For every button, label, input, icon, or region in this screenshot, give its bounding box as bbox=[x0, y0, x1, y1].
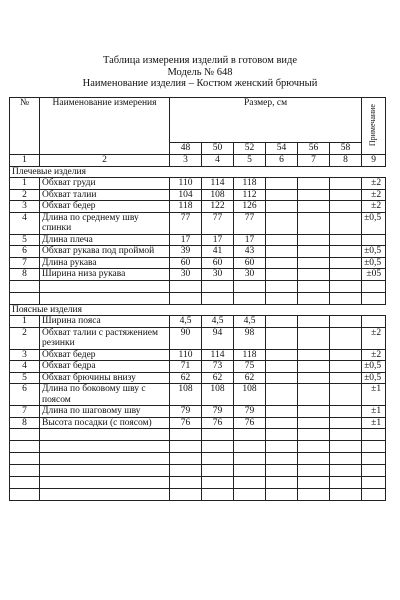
size-value bbox=[266, 201, 298, 213]
empty-cell bbox=[298, 429, 330, 441]
col-num-header: № bbox=[10, 98, 40, 155]
empty-cell bbox=[266, 453, 298, 465]
size-value: 17 bbox=[202, 234, 234, 246]
size-value bbox=[330, 201, 362, 213]
size-value bbox=[298, 316, 330, 328]
size-value: 77 bbox=[234, 212, 266, 234]
empty-cell bbox=[362, 477, 386, 489]
empty-cell bbox=[202, 280, 234, 292]
numbering-cell: 9 bbox=[362, 155, 386, 167]
empty-row bbox=[10, 292, 386, 304]
size-value: 108 bbox=[170, 384, 202, 406]
empty-cell bbox=[298, 465, 330, 477]
row-number: 5 bbox=[10, 372, 40, 384]
empty-cell bbox=[234, 429, 266, 441]
doc-title: Таблица измерения изделий в готовом виде bbox=[102, 55, 298, 66]
empty-row bbox=[10, 453, 386, 465]
empty-cell bbox=[202, 465, 234, 477]
row-number: 2 bbox=[10, 189, 40, 201]
section-waist-title: Поясные изделия bbox=[10, 304, 386, 316]
empty-cell bbox=[202, 441, 234, 453]
tolerance-note: ±05 bbox=[362, 269, 386, 281]
size-value: 108 bbox=[202, 384, 234, 406]
size-value bbox=[330, 234, 362, 246]
empty-cell bbox=[362, 280, 386, 292]
empty-cell bbox=[202, 429, 234, 441]
measurement-name: Обхват бедра bbox=[40, 361, 170, 373]
empty-cell bbox=[170, 465, 202, 477]
table-row bbox=[10, 384, 386, 406]
empty-cell bbox=[362, 453, 386, 465]
size-value: 60 bbox=[170, 257, 202, 269]
empty-cell bbox=[266, 489, 298, 501]
size-cell: 52 bbox=[234, 143, 266, 155]
empty-cell bbox=[298, 292, 330, 304]
size-value: 76 bbox=[234, 417, 266, 429]
row-number: 8 bbox=[10, 417, 40, 429]
measurement-name: Обхват брючины внизу bbox=[40, 372, 170, 384]
size-value bbox=[266, 417, 298, 429]
empty-cell bbox=[266, 441, 298, 453]
product-name: Наименование изделия – Костюм женский брючный bbox=[82, 78, 318, 89]
size-value bbox=[298, 349, 330, 361]
size-value: 60 bbox=[234, 257, 266, 269]
size-cell: 50 bbox=[202, 143, 234, 155]
empty-row bbox=[10, 280, 386, 292]
size-value: 41 bbox=[202, 246, 234, 258]
empty-row bbox=[10, 429, 386, 441]
size-value: 79 bbox=[234, 406, 266, 418]
size-value: 94 bbox=[202, 327, 234, 349]
empty-cell bbox=[10, 429, 40, 441]
tolerance-note: ±0,5 bbox=[362, 257, 386, 269]
table-row bbox=[10, 269, 386, 281]
size-cell: 54 bbox=[266, 143, 298, 155]
empty-cell bbox=[170, 489, 202, 501]
empty-cell bbox=[40, 441, 170, 453]
empty-cell bbox=[10, 489, 40, 501]
size-value: 62 bbox=[234, 372, 266, 384]
table-row bbox=[10, 246, 386, 258]
size-value: 90 bbox=[170, 327, 202, 349]
empty-cell bbox=[330, 441, 362, 453]
empty-cell bbox=[362, 489, 386, 501]
tolerance-note: ±0,5 bbox=[362, 361, 386, 373]
empty-row bbox=[10, 465, 386, 477]
empty-cell bbox=[330, 477, 362, 489]
size-value: 62 bbox=[170, 372, 202, 384]
size-value: 4,5 bbox=[202, 316, 234, 328]
empty-row bbox=[10, 477, 386, 489]
size-value: 62 bbox=[202, 372, 234, 384]
size-value bbox=[330, 349, 362, 361]
measurement-name: Обхват груди bbox=[40, 178, 170, 190]
size-value bbox=[266, 178, 298, 190]
section-shoulder bbox=[10, 166, 386, 178]
size-value bbox=[298, 234, 330, 246]
empty-cell bbox=[298, 489, 330, 501]
size-cell: 58 bbox=[330, 143, 362, 155]
table-row bbox=[10, 257, 386, 269]
table-row bbox=[10, 212, 386, 234]
size-value: 118 bbox=[234, 178, 266, 190]
numbering-row bbox=[10, 155, 386, 167]
empty-cell bbox=[234, 477, 266, 489]
size-value bbox=[298, 269, 330, 281]
size-value bbox=[266, 372, 298, 384]
measurement-table bbox=[9, 97, 386, 501]
size-value: 73 bbox=[202, 361, 234, 373]
measurement-name: Обхват бедер bbox=[40, 349, 170, 361]
empty-cell bbox=[40, 477, 170, 489]
numbering-cell: 7 bbox=[298, 155, 330, 167]
empty-cell bbox=[234, 453, 266, 465]
size-value bbox=[298, 212, 330, 234]
size-value: 126 bbox=[234, 201, 266, 213]
empty-cell bbox=[10, 280, 40, 292]
tolerance-note: ±2 bbox=[362, 178, 386, 190]
size-value: 79 bbox=[170, 406, 202, 418]
size-value: 114 bbox=[202, 178, 234, 190]
tolerance-note: ±2 bbox=[362, 349, 386, 361]
document-header bbox=[0, 55, 400, 90]
empty-cell bbox=[10, 292, 40, 304]
measurement-name: Ширина пояса bbox=[40, 316, 170, 328]
empty-cell bbox=[40, 429, 170, 441]
size-value bbox=[330, 406, 362, 418]
empty-cell bbox=[362, 292, 386, 304]
size-value bbox=[266, 189, 298, 201]
size-value: 30 bbox=[170, 269, 202, 281]
row-number: 5 bbox=[10, 234, 40, 246]
table-row bbox=[10, 349, 386, 361]
size-value: 118 bbox=[234, 349, 266, 361]
row-number: 4 bbox=[10, 212, 40, 234]
empty-cell bbox=[202, 477, 234, 489]
size-value bbox=[298, 257, 330, 269]
tolerance-note: ±2 bbox=[362, 201, 386, 213]
size-value: 76 bbox=[202, 417, 234, 429]
numbering-cell: 6 bbox=[266, 155, 298, 167]
row-number: 3 bbox=[10, 349, 40, 361]
empty-cell bbox=[298, 441, 330, 453]
header-row bbox=[10, 98, 386, 143]
section-shoulder-title: Плечевые изделия bbox=[10, 166, 386, 178]
empty-cell bbox=[298, 453, 330, 465]
tolerance-note: ±2 bbox=[362, 189, 386, 201]
numbering-cell: 5 bbox=[234, 155, 266, 167]
table-row bbox=[10, 327, 386, 349]
tolerance-note: ±0,5 bbox=[362, 212, 386, 234]
empty-cell bbox=[266, 465, 298, 477]
empty-cell bbox=[202, 453, 234, 465]
size-value: 122 bbox=[202, 201, 234, 213]
empty-cell bbox=[266, 477, 298, 489]
size-value bbox=[330, 246, 362, 258]
tolerance-note: ±2 bbox=[362, 327, 386, 349]
empty-cell bbox=[330, 465, 362, 477]
size-value bbox=[330, 327, 362, 349]
empty-cell bbox=[330, 292, 362, 304]
empty-cell bbox=[330, 489, 362, 501]
col-note-header: Примечание bbox=[362, 98, 386, 155]
size-value bbox=[266, 349, 298, 361]
size-value bbox=[266, 234, 298, 246]
tolerance-note bbox=[362, 234, 386, 246]
empty-cell bbox=[234, 280, 266, 292]
empty-cell bbox=[362, 465, 386, 477]
empty-cell bbox=[234, 441, 266, 453]
size-value: 110 bbox=[170, 178, 202, 190]
empty-cell bbox=[234, 465, 266, 477]
table-row bbox=[10, 178, 386, 190]
table-row bbox=[10, 189, 386, 201]
empty-cell bbox=[40, 280, 170, 292]
size-value: 79 bbox=[202, 406, 234, 418]
size-value: 39 bbox=[170, 246, 202, 258]
size-value bbox=[330, 257, 362, 269]
size-value bbox=[298, 201, 330, 213]
empty-cell bbox=[266, 429, 298, 441]
size-value: 77 bbox=[202, 212, 234, 234]
measurement-name: Обхват талии с растяжением резинки bbox=[40, 327, 170, 349]
size-value bbox=[330, 417, 362, 429]
measurement-name: Длина по боковому шву с поясом bbox=[40, 384, 170, 406]
empty-cell bbox=[170, 429, 202, 441]
size-value bbox=[266, 212, 298, 234]
size-value bbox=[266, 316, 298, 328]
size-value: 4,5 bbox=[170, 316, 202, 328]
size-value: 60 bbox=[202, 257, 234, 269]
size-value: 110 bbox=[170, 349, 202, 361]
size-value bbox=[330, 316, 362, 328]
empty-cell bbox=[170, 292, 202, 304]
empty-cell bbox=[40, 465, 170, 477]
numbering-cell: 3 bbox=[170, 155, 202, 167]
size-value: 75 bbox=[234, 361, 266, 373]
empty-row bbox=[10, 489, 386, 501]
size-value bbox=[298, 406, 330, 418]
size-value bbox=[330, 189, 362, 201]
measurement-name: Обхват талии bbox=[40, 189, 170, 201]
empty-cell bbox=[330, 280, 362, 292]
size-value: 104 bbox=[170, 189, 202, 201]
size-value bbox=[330, 384, 362, 406]
measurement-name: Высота посадки (с поясом) bbox=[40, 417, 170, 429]
size-value: 108 bbox=[202, 189, 234, 201]
tolerance-note: ±1 bbox=[362, 417, 386, 429]
size-value bbox=[298, 384, 330, 406]
empty-cell bbox=[266, 280, 298, 292]
empty-cell bbox=[234, 489, 266, 501]
row-number: 2 bbox=[10, 327, 40, 349]
empty-cell bbox=[170, 477, 202, 489]
empty-cell bbox=[40, 489, 170, 501]
size-value: 71 bbox=[170, 361, 202, 373]
numbering-cell: 4 bbox=[202, 155, 234, 167]
size-value: 17 bbox=[234, 234, 266, 246]
empty-cell bbox=[40, 292, 170, 304]
size-value bbox=[298, 327, 330, 349]
measurement-name: Длина по среднему шву спинки bbox=[40, 212, 170, 234]
row-number: 7 bbox=[10, 257, 40, 269]
empty-cell bbox=[362, 441, 386, 453]
row-number: 1 bbox=[10, 178, 40, 190]
empty-cell bbox=[10, 453, 40, 465]
empty-cell bbox=[330, 453, 362, 465]
empty-cell bbox=[202, 489, 234, 501]
size-value bbox=[298, 417, 330, 429]
row-number: 7 bbox=[10, 406, 40, 418]
empty-cell bbox=[362, 429, 386, 441]
tolerance-note: ±0,5 bbox=[362, 246, 386, 258]
table-row bbox=[10, 234, 386, 246]
measurement-name: Обхват рукава под проймой bbox=[40, 246, 170, 258]
size-value: 17 bbox=[170, 234, 202, 246]
row-number: 6 bbox=[10, 246, 40, 258]
row-number: 4 bbox=[10, 361, 40, 373]
size-value bbox=[266, 384, 298, 406]
size-value bbox=[298, 246, 330, 258]
empty-cell bbox=[10, 477, 40, 489]
tolerance-note: ±1 bbox=[362, 384, 386, 406]
empty-cell bbox=[298, 280, 330, 292]
measurement-name: Ширина низа рукава bbox=[40, 269, 170, 281]
row-number: 3 bbox=[10, 201, 40, 213]
size-value: 77 bbox=[170, 212, 202, 234]
tolerance-note: ±1 bbox=[362, 406, 386, 418]
table-row bbox=[10, 316, 386, 328]
size-value bbox=[298, 372, 330, 384]
empty-cell bbox=[170, 280, 202, 292]
size-value bbox=[330, 212, 362, 234]
table-row bbox=[10, 372, 386, 384]
table-row bbox=[10, 417, 386, 429]
empty-cell bbox=[40, 453, 170, 465]
table-row bbox=[10, 361, 386, 373]
empty-cell bbox=[330, 429, 362, 441]
empty-cell bbox=[10, 441, 40, 453]
tolerance-note bbox=[362, 316, 386, 328]
empty-cell bbox=[234, 292, 266, 304]
numbering-cell: 1 bbox=[10, 155, 40, 167]
empty-cell bbox=[10, 465, 40, 477]
size-value: 98 bbox=[234, 327, 266, 349]
size-value bbox=[330, 269, 362, 281]
col-name-header: Наименование измерения bbox=[40, 98, 170, 155]
size-value: 114 bbox=[202, 349, 234, 361]
size-value bbox=[330, 178, 362, 190]
col-size-header: Размер, см bbox=[170, 98, 362, 143]
row-number: 1 bbox=[10, 316, 40, 328]
measurement-name: Длина рукава bbox=[40, 257, 170, 269]
empty-cell bbox=[202, 292, 234, 304]
size-value: 4,5 bbox=[234, 316, 266, 328]
size-value bbox=[266, 246, 298, 258]
empty-cell bbox=[266, 292, 298, 304]
empty-cell bbox=[298, 477, 330, 489]
empty-cell bbox=[170, 441, 202, 453]
size-value bbox=[266, 269, 298, 281]
size-cell: 56 bbox=[298, 143, 330, 155]
size-value bbox=[330, 361, 362, 373]
measurement-name: Обхват бедер bbox=[40, 201, 170, 213]
size-value: 118 bbox=[170, 201, 202, 213]
size-value bbox=[298, 178, 330, 190]
measurement-name: Длина плеча bbox=[40, 234, 170, 246]
empty-cell bbox=[170, 453, 202, 465]
size-value: 112 bbox=[234, 189, 266, 201]
size-value bbox=[266, 406, 298, 418]
size-value bbox=[298, 361, 330, 373]
empty-row bbox=[10, 441, 386, 453]
size-value bbox=[266, 361, 298, 373]
row-number: 8 bbox=[10, 269, 40, 281]
size-cell: 48 bbox=[170, 143, 202, 155]
numbering-cell: 2 bbox=[40, 155, 170, 167]
size-value: 76 bbox=[170, 417, 202, 429]
size-value bbox=[266, 257, 298, 269]
table-row bbox=[10, 201, 386, 213]
size-value: 108 bbox=[234, 384, 266, 406]
table-row bbox=[10, 406, 386, 418]
section-waist bbox=[10, 304, 386, 316]
size-value: 30 bbox=[234, 269, 266, 281]
numbering-cell: 8 bbox=[330, 155, 362, 167]
tolerance-note: ±0,5 bbox=[362, 372, 386, 384]
size-value bbox=[330, 372, 362, 384]
row-number: 6 bbox=[10, 384, 40, 406]
size-value bbox=[266, 327, 298, 349]
model-number: Модель № 648 bbox=[167, 66, 233, 78]
size-value: 43 bbox=[234, 246, 266, 258]
size-value bbox=[298, 189, 330, 201]
measurement-name: Длина по шаговому шву bbox=[40, 406, 170, 418]
size-value: 30 bbox=[202, 269, 234, 281]
